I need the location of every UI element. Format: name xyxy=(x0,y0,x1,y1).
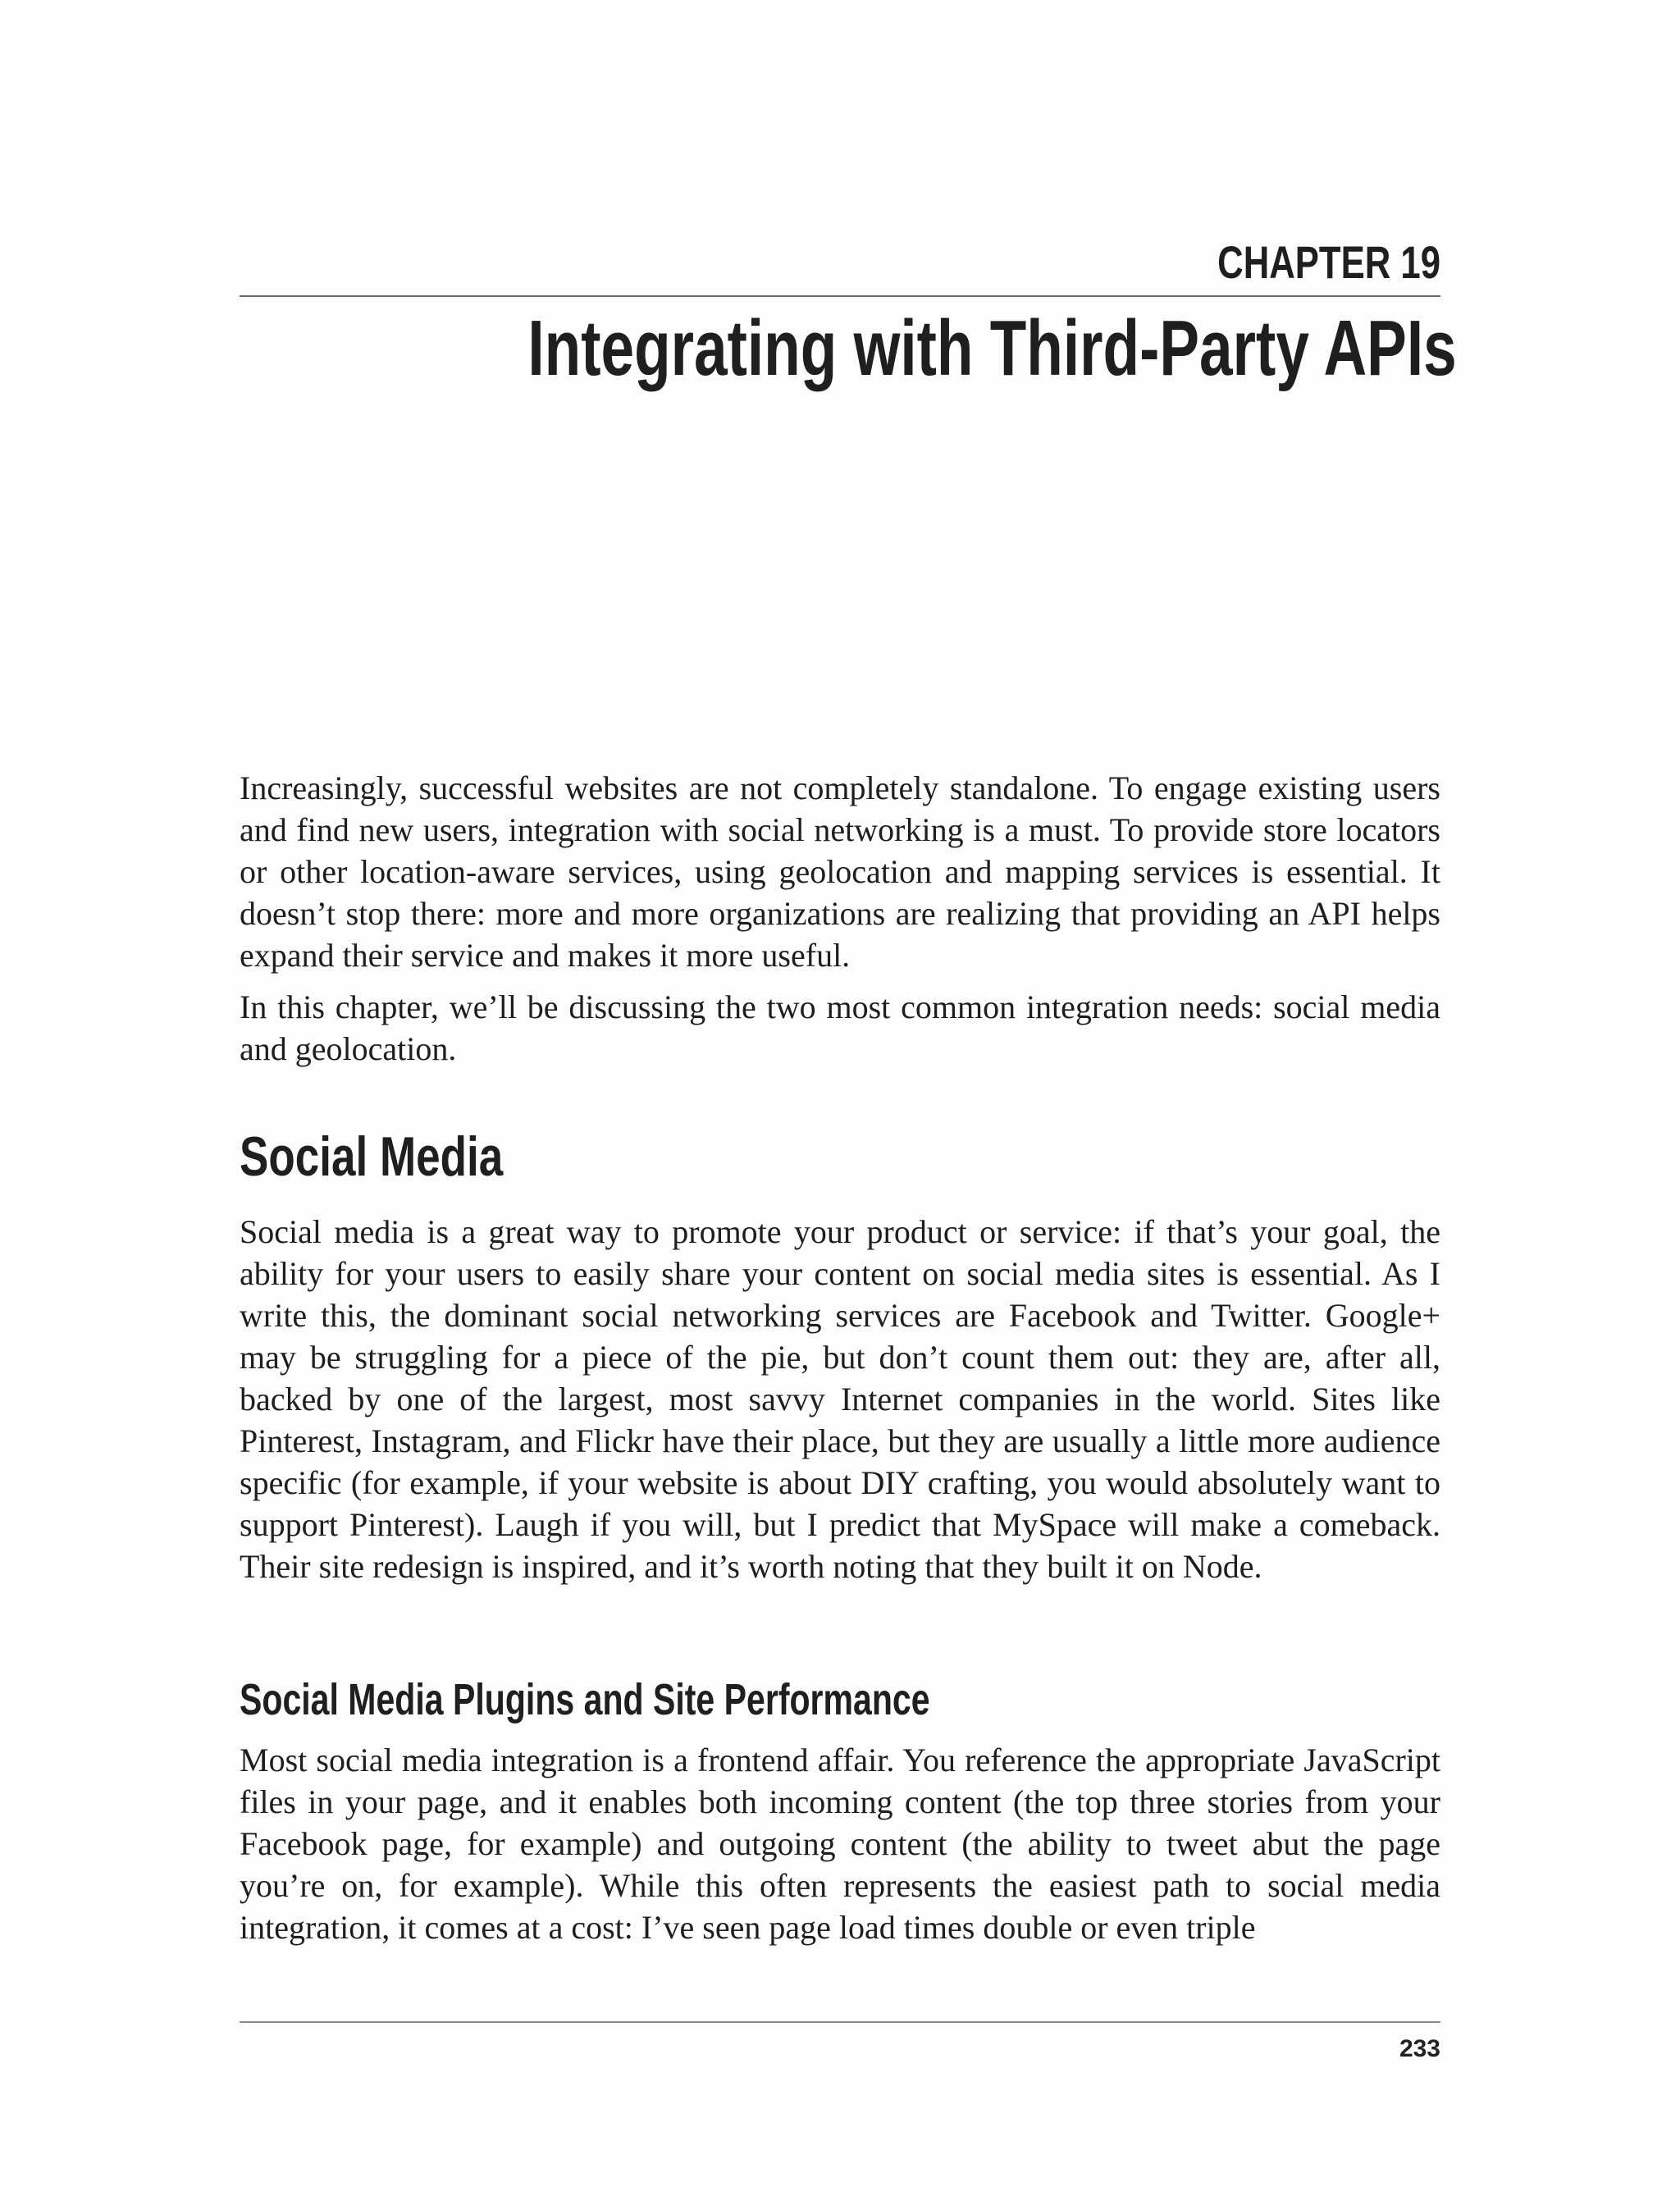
chapter-title: Integrating with Third-Party APIs xyxy=(527,304,1457,392)
chapter-label: CHAPTER 19 xyxy=(1217,236,1440,288)
intro-paragraph: Increasingly, successful websites are not completely standalone. To engage existing users and find new users, integration with social networking is a must. To provide store locators or other location-aware services, using geolocation and mapping services is essential. It doesn’t stop there: more and more organizations are realizing that providing an API helps expand their service and makes it more useful. xyxy=(240,769,1440,974)
footer-divider xyxy=(240,2021,1440,2023)
page-number: 233 xyxy=(1399,2035,1440,2062)
intro-paragraph: In this chapter, we’ll be discussing the two most common integration needs: social media and geolocation. xyxy=(240,988,1440,1067)
section-heading-social-media: Social Media xyxy=(240,1125,504,1188)
body-paragraph: Social media is a great way to promote your product or service: if that’s your goal, the ability for your users to easily share your content on social media sites is essential. As I write this, the dominant social networking services are Facebook and Twitter. Google+ may be struggling for a piece of the pie, but don’t count them out: they are, after all, backed by one of the largest, most savvy Internet companies in the world. Sites like Pinterest, Instagram, and Flickr have their place, but they are usually a little more audience specific (for example, if your website is about DIY crafting, you would absolutely want to support Pinterest). Laugh if you will, but I predict that MySpace will make a comeback. Their site redesign is inspired, and it’s worth noting that they built it on Node. xyxy=(240,1213,1440,1585)
subsection-heading-plugins-performance: Social Media Plugins and Site Performance xyxy=(240,1675,930,1724)
intro-block xyxy=(240,767,1440,1070)
chapter-divider xyxy=(240,295,1440,297)
social-media-block xyxy=(240,1211,1440,1587)
plugins-block xyxy=(240,1739,1440,1948)
body-paragraph: Most social media integration is a frontend affair. You reference the appropriate JavaScript files in your page, and it enables both incoming content (the top three stories from your Facebook page, for example) and outgoing content (the ability to tweet abut the page you’re on, for example). While this often represents the easiest path to social media integration, it comes at a cost: I’ve seen page load times double or even triple xyxy=(240,1742,1440,1946)
